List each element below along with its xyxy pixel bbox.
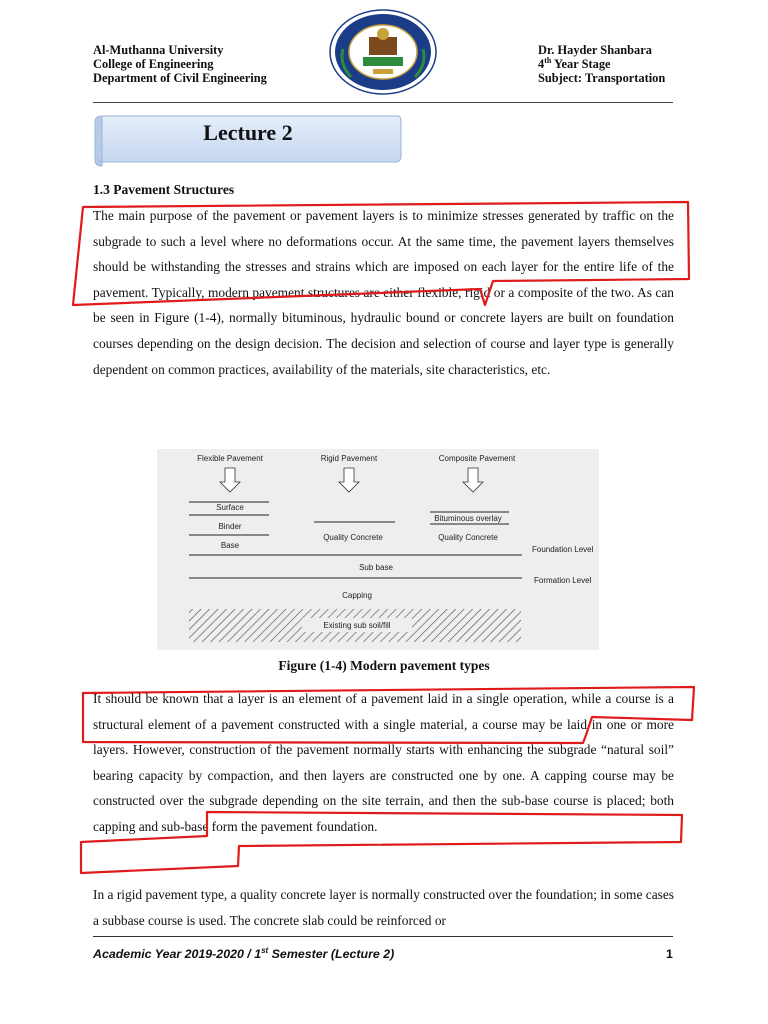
layer-bituminous-overlay: Bituminous overlay bbox=[434, 514, 502, 523]
instructor-name: Dr. Hayder Shanbara bbox=[538, 43, 652, 57]
header-divider bbox=[93, 102, 673, 103]
section-title: 1.3 Pavement Structures bbox=[93, 182, 235, 197]
figure-caption: Figure (1-4) Modern pavement types bbox=[278, 658, 490, 673]
paragraph-pavement-purpose: The main purpose of the pavement or pavement layers is to minimize stresses generated by traffic on the subgrade to such a level where no deformations occur. At the same time, the pavement layers themselves should be withstanding the stresses and strains which are imposed on each layer for the entire life of the pavement. Typically, modern pavement structures are either flexible, rigid or a composite of the two. As can be seen in Figure (1-4), normally bituminous, hydraulic bound or concrete layers are built on foundation courses depending on the design decision. The decision and selection of course and layer type is generally dependent on common practices, availability of the materials, site characteristics, etc. bbox=[93, 208, 674, 377]
lecture-title: Lecture 2 bbox=[203, 120, 293, 145]
stage-sup: th bbox=[544, 55, 552, 65]
label-composite-pavement: Composite Pavement bbox=[438, 454, 516, 463]
footer-divider bbox=[93, 936, 673, 937]
footer-text-rest: Semester (Lecture 2) bbox=[268, 947, 395, 961]
layer-surface: Surface bbox=[216, 503, 244, 512]
paragraph-layer-course: It should be known that a layer is an element of a pavement laid in a single operation, while a course is a structural element of a pavement constructed with a single material, a course may be laid in one or more layers. However, construction of the pavement normally starts with enhancing the subgrade “natural soil” bearing capacity by compaction, and then layers are constructed one by one. A capping course may be constructed over the subgrade depending on the site terrain, and then the sub-base course is placed; both capping and sub-base form the pavement foundation. bbox=[93, 691, 674, 834]
stage-text: Year Stage bbox=[551, 57, 611, 71]
college-name: College of Engineering bbox=[93, 57, 214, 71]
paragraph-rigid-pavement: In a rigid pavement type, a quality concrete layer is normally constructed over the foundation; in some cases a subbase course is used. The concrete slab could be reinforced or bbox=[93, 887, 674, 928]
layer-sub-base: Sub base bbox=[359, 563, 393, 572]
year-stage bbox=[538, 57, 665, 71]
department-name: Department of Civil Engineering bbox=[93, 71, 267, 85]
label-rigid-pavement: Rigid Pavement bbox=[320, 454, 378, 463]
footer-academic-year bbox=[93, 947, 394, 961]
subject: Subject: Transportation bbox=[538, 71, 666, 85]
label-formation-level: Formation Level bbox=[534, 576, 592, 585]
layer-binder: Binder bbox=[218, 522, 242, 531]
header-institution bbox=[93, 43, 267, 85]
page-number: 1 bbox=[666, 947, 673, 961]
footer-text: Academic Year 2019-2020 / 1 bbox=[93, 947, 262, 961]
stage-number: 4 bbox=[538, 57, 545, 71]
university-name: Al-Muthanna University bbox=[93, 43, 224, 57]
layer-base: Base bbox=[220, 541, 240, 550]
label-flexible-pavement: Flexible Pavement bbox=[197, 454, 263, 463]
university-logo bbox=[329, 9, 437, 95]
label-foundation-level: Foundation Level bbox=[532, 545, 594, 554]
layer-quality-concrete-rigid: Quality Concrete bbox=[323, 533, 383, 542]
layer-quality-concrete-composite: Quality Concrete bbox=[438, 533, 498, 542]
header-instructor bbox=[538, 43, 665, 85]
layer-capping: Capping bbox=[342, 591, 372, 600]
pavement-types-figure bbox=[157, 449, 599, 650]
footer-sup: st bbox=[261, 945, 269, 955]
label-existing-subsoil: Existing sub soil/fill bbox=[323, 621, 391, 630]
